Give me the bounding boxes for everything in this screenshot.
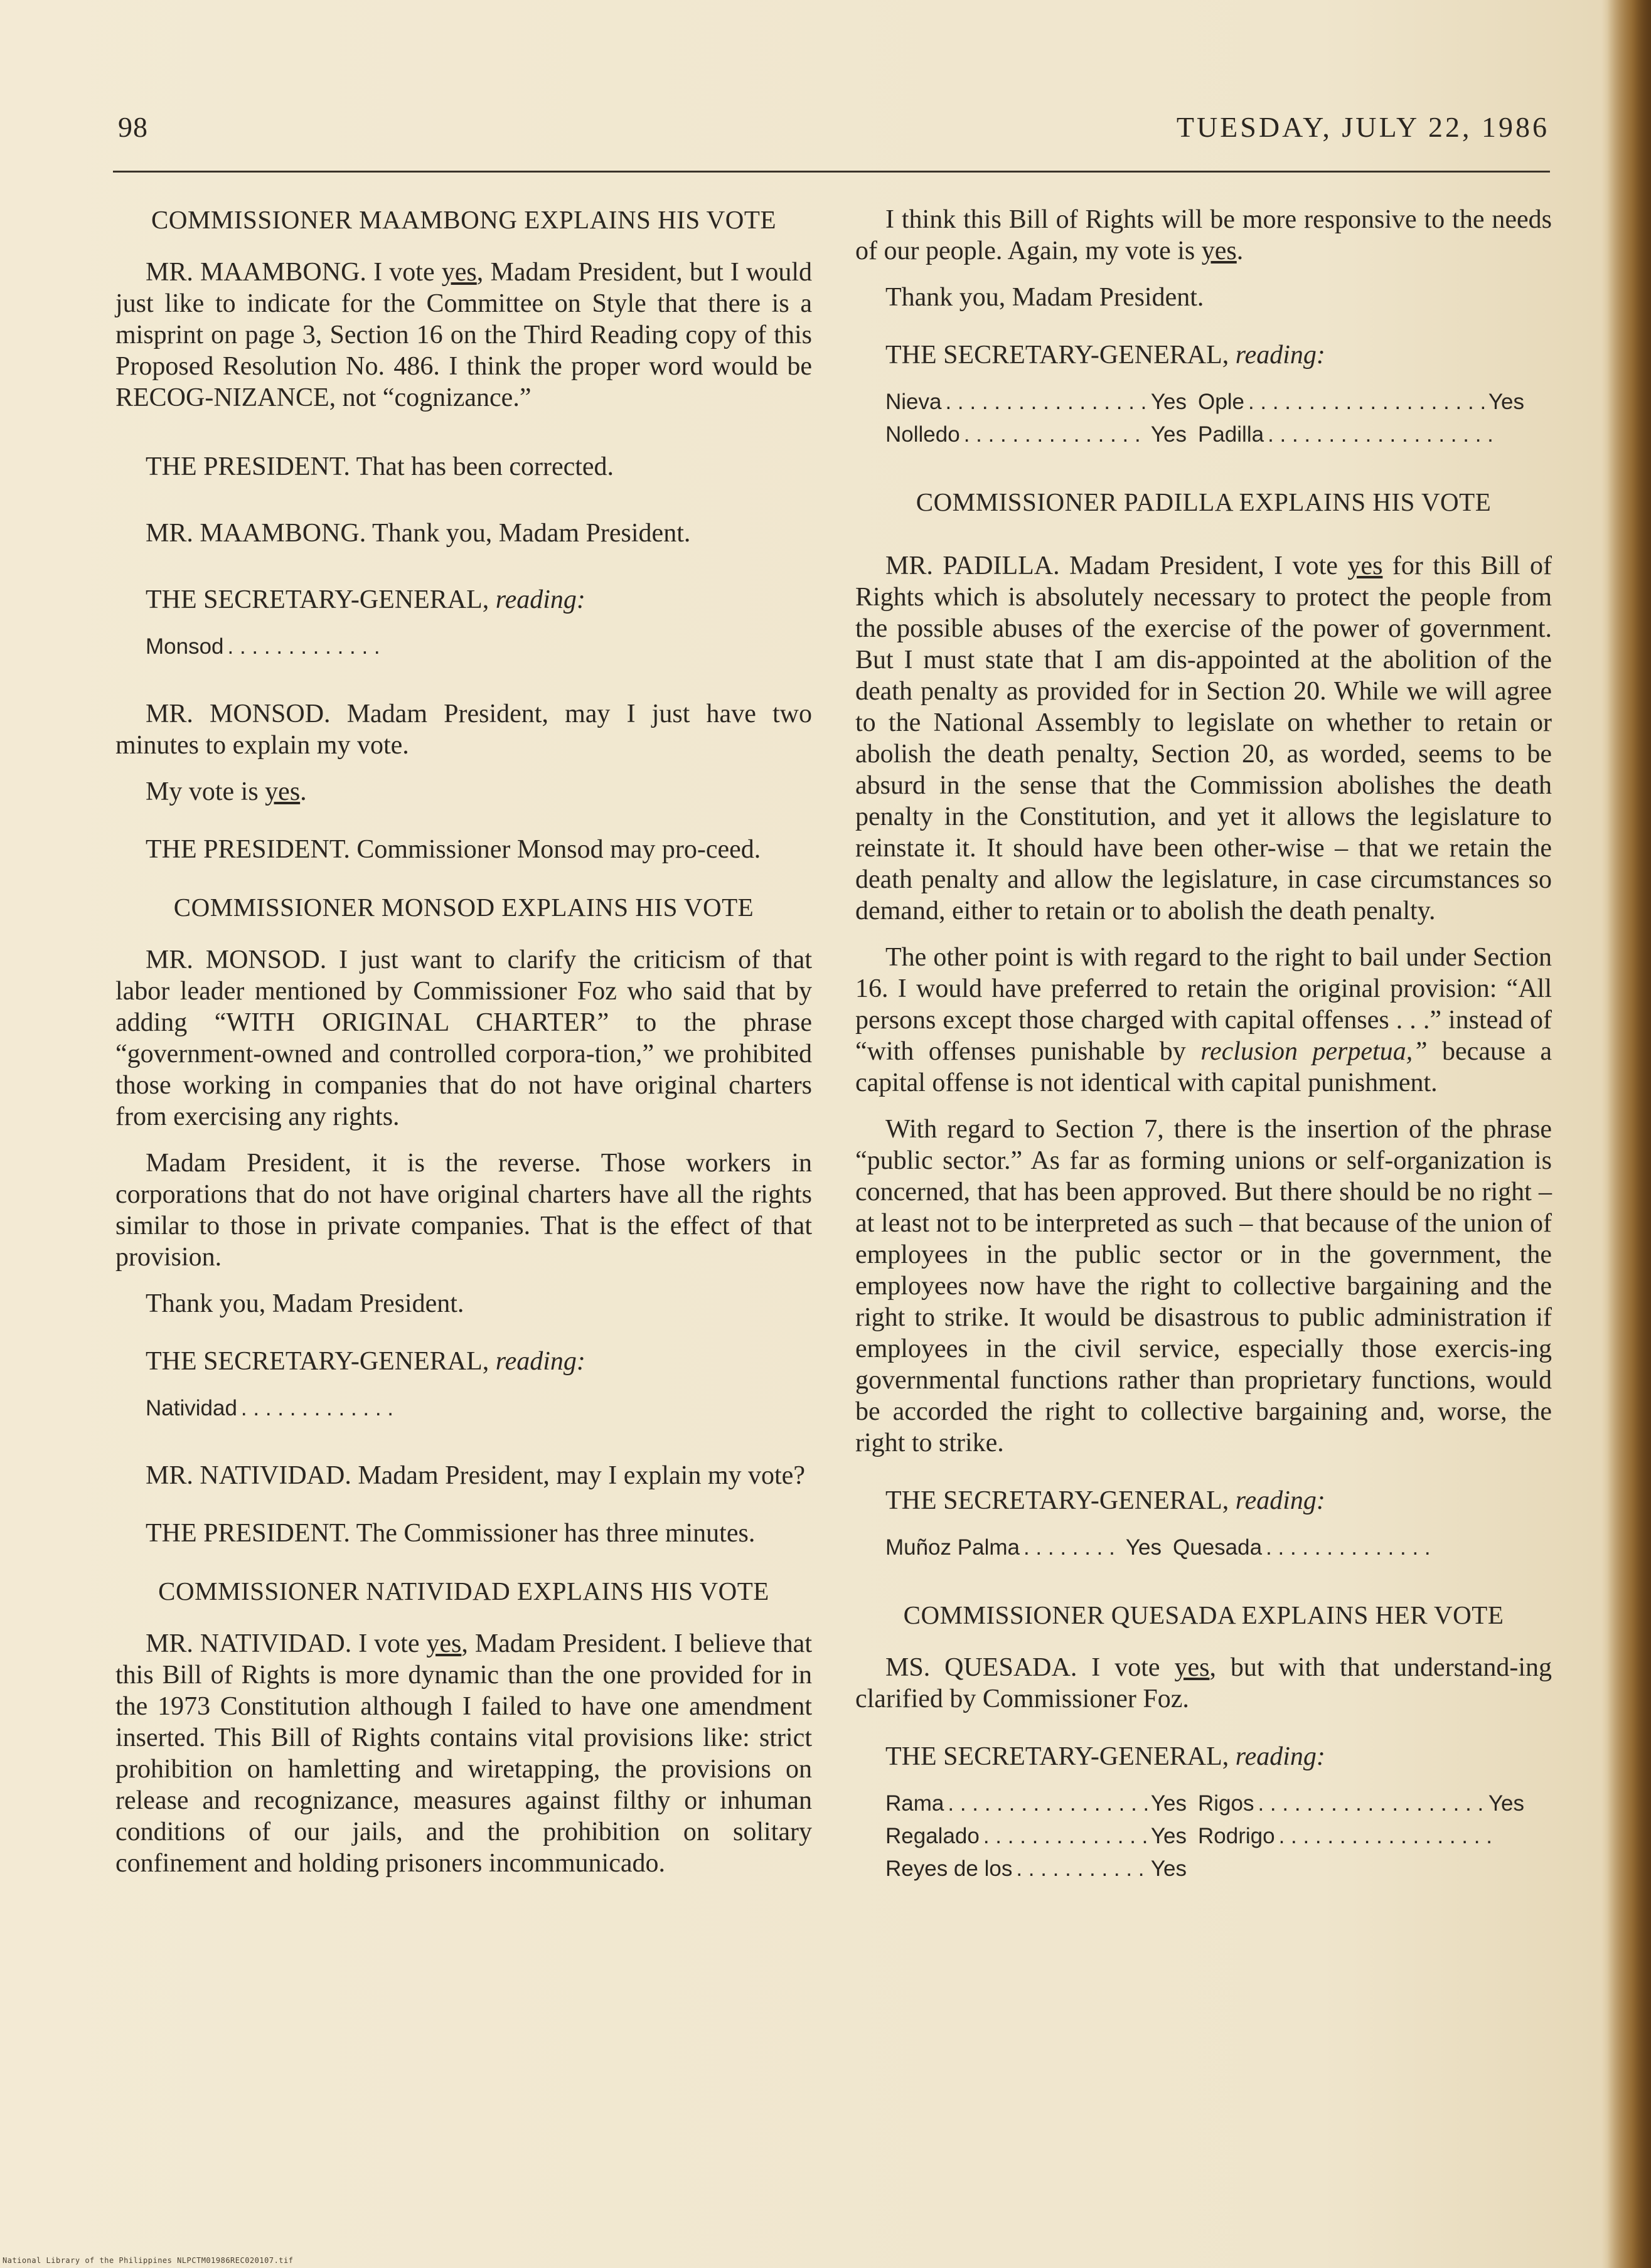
roll-row	[885, 1853, 1552, 1885]
leader-dots	[941, 386, 1146, 418]
paragraph-maambong-vote	[115, 257, 812, 413]
leader-dots	[1264, 418, 1493, 451]
paragraph-natividad-thanks: Thank you, Madam President.	[885, 283, 1204, 312]
underlined-yes: yes	[441, 258, 477, 287]
text-run: MS. QUESADA. I vote	[885, 1653, 1175, 1682]
left-column	[115, 204, 812, 1894]
leader-dots	[1012, 1853, 1147, 1885]
right-column	[855, 204, 1552, 1920]
leader-dots	[1244, 386, 1485, 418]
underlined-yes: yes	[1174, 1653, 1210, 1682]
paragraph-president-minutes: THE PRESIDENT. The Commissioner has three minutes.	[146, 1519, 756, 1548]
roll-name: Regalado	[885, 1824, 980, 1848]
leader-dots	[980, 1820, 1147, 1853]
roll-call-monsod	[146, 631, 812, 663]
paragraph-monsod-explain-2: Madam President, it is the reverse. Those workers in corporations that do not have original charters have all the rights similar to those in private companies. That is the effect of that provision.	[115, 1149, 812, 1272]
roll-row	[885, 386, 1552, 418]
heading-natividad: COMMISSIONER NATIVIDAD EXPLAINS HIS VOTE	[158, 1577, 769, 1605]
secretary-general-label: THE SECRETARY-GENERAL,	[885, 1742, 1229, 1771]
secretary-general-label: THE SECRETARY-GENERAL,	[885, 341, 1229, 370]
page-number: 98	[118, 111, 148, 143]
paragraph-padilla-explain-1	[855, 550, 1552, 927]
reading-label: reading:	[1235, 1486, 1325, 1515]
leader-dots	[237, 1392, 397, 1425]
heading-quesada: COMMISSIONER QUESADA EXPLAINS HER VOTE	[903, 1600, 1504, 1629]
secretary-general-label: THE SECRETARY-GENERAL,	[885, 1486, 1229, 1515]
paragraph-monsod-explain-1: MR. MONSOD. I just want to clarify the criticism of that labor leader mentioned by Commissioner Foz who said that by adding “WITH ORIGINAL CHARTER” to the phrase “government-owned and controlled corpora-tion,” we prohibited those working in companies that do not have original charters from exercising any rights.	[115, 945, 812, 1131]
paragraph-padilla-explain-3: With regard to Section 7, there is the insertion of the phrase “public sector.” As far as forming unions or self-organization is concerned, that has been approved. But there should be no right – at least not to be interpreted as such – that because of the union of employees in the public sector or in the government, the employees now have the right to collective bargaining and the right to strike. It would be disastrous to public administration if employees in the civil service, especially those exercis-ing governmental functions rather than proprietary functions, would be accorded the right to collective bargaining and, worse, the right to strike.	[855, 1115, 1552, 1457]
underlined-yes: yes	[1347, 551, 1383, 580]
paragraph-quesada-explain	[855, 1652, 1552, 1715]
roll-name: Rodrigo	[1198, 1824, 1275, 1848]
leader-dots	[944, 1787, 1147, 1820]
paragraph-natividad-request: MR. NATIVIDAD. Madam President, may I explain my vote?	[146, 1461, 805, 1490]
paragraph-natividad-continued	[855, 204, 1552, 267]
secretary-general-reading	[146, 584, 812, 615]
text-run: for this Bill of Rights which is absolutely necessary to protect the people from the possible abuses of the exercise of the power of government. But I must state that I am dis-appointed at the abolition of the death penalty as provided for in Section 20. While we will agree to the National Assembly to legislate on whether to retain or abolish the death penalty, Section 20, as worded, seems to be absurd in the sense that the Commission abolishes the death penalty in the Constitution, and yet it allows the legislature to reinstate it. It should have been other-wise – that we retain the death penalty and allow the legislature, in case circumstances so demand, either to retain or to abolish the death penalty.	[855, 551, 1552, 925]
roll-name: Rama	[885, 1791, 944, 1816]
leader-dots	[1275, 1820, 1493, 1853]
secretary-general-reading	[146, 1346, 812, 1377]
paragraph-monsod-thanks: Thank you, Madam President.	[146, 1289, 464, 1318]
text-run: MR. PADILLA. Madam President, I vote	[885, 551, 1348, 580]
roll-row	[885, 1820, 1552, 1853]
roll-call-nieva-padilla	[885, 386, 1552, 451]
secretary-general-label: THE SECRETARY-GENERAL,	[146, 1347, 489, 1376]
italic-latin-term: reclusion perpetua,”	[1200, 1037, 1428, 1066]
paragraph-president-proceed: THE PRESIDENT. Commissioner Monsod may pro-ceed.	[146, 835, 761, 864]
text-run: .	[1236, 237, 1244, 265]
roll-name: Ople	[1198, 390, 1244, 414]
underlined-yes: yes	[1201, 237, 1237, 265]
roll-vote: Yes	[1488, 390, 1524, 414]
roll-call-natividad	[146, 1392, 812, 1425]
roll-name: Rigos	[1198, 1791, 1254, 1816]
paragraph-monsod-request: MR. MONSOD. Madam President, may I just have two minutes to explain my vote.	[115, 700, 812, 760]
roll-row	[885, 1531, 1552, 1564]
text-run: MR. MAAMBONG. I vote	[146, 258, 442, 287]
secretary-general-reading	[885, 339, 1552, 371]
header-rule	[113, 171, 1550, 173]
roll-call-munoz-quesada	[885, 1531, 1552, 1564]
page-edge-shadow	[1607, 0, 1651, 2268]
underlined-yes: yes	[426, 1629, 462, 1658]
secretary-general-reading	[885, 1741, 1552, 1772]
roll-vote: Yes	[1488, 1791, 1524, 1816]
paragraph-monsod-vote	[115, 776, 812, 807]
roll-vote: Yes	[1150, 1856, 1187, 1881]
text-run: My vote is	[146, 777, 265, 806]
text-run: MR. NATIVIDAD. I vote	[146, 1629, 427, 1658]
roll-name: Padilla	[1198, 422, 1264, 447]
heading-maambong: COMMISSIONER MAAMBONG EXPLAINS HIS VOTE	[151, 205, 776, 234]
reading-label: reading:	[495, 1347, 585, 1376]
leader-dots	[1262, 1531, 1436, 1564]
leader-dots	[1254, 1787, 1484, 1820]
text-run: , Madam President, but I would just like to indicate for the Committee on Style that there is a misprint on page 3, Section 16 on the Third Reading copy of this Proposed Resolution No. 486. I think the proper word would be RECOG-NIZANCE, not “cognizance.”	[115, 258, 812, 412]
text-run: , but with that understand-ing clarified by Commissioner Foz.	[855, 1653, 1552, 1713]
leader-dots	[960, 418, 1147, 451]
roll-row	[885, 1787, 1552, 1820]
text-run: I think this Bill of Rights will be more responsive to the needs of our people. Again, my vote is	[855, 205, 1552, 265]
roll-name: Monsod	[146, 634, 224, 659]
roll-call-rama-reyes	[885, 1787, 1552, 1885]
page-date: TUESDAY, JULY 22, 1986	[1176, 111, 1549, 143]
roll-vote: Yes	[1150, 1791, 1187, 1816]
roll-name: Natividad	[146, 1396, 237, 1420]
text-run: .	[300, 777, 307, 806]
roll-vote: Yes	[1125, 1535, 1162, 1560]
secretary-general-reading	[885, 1485, 1552, 1516]
scan-footer: National Library of the Philippines NLPCTM01986REC020107.tif	[3, 2256, 294, 2265]
roll-name: Nolledo	[885, 422, 960, 447]
roll-name: Nieva	[885, 390, 942, 414]
heading-padilla: COMMISSIONER PADILLA EXPLAINS HIS VOTE	[916, 487, 1492, 516]
underlined-yes: yes	[265, 777, 301, 806]
paragraph-natividad-explain	[115, 1628, 812, 1879]
paragraph-maambong-thanks: MR. MAAMBONG. Thank you, Madam President.	[146, 519, 691, 548]
reading-label: reading:	[1235, 1742, 1325, 1771]
roll-name: Muñoz Palma	[885, 1535, 1020, 1560]
paragraph-padilla-explain-2	[855, 942, 1552, 1099]
reading-label: reading:	[495, 585, 585, 614]
text-run: , Madam President. I believe that this Bill of Rights is more dynamic than the one provided for in the 1973 Constitution although I failed to have one amendment inserted. This Bill of Rights contains vital provisions like: strict prohibition on hamletting and wiretapping, the provisions on release and recognizance, measures against filthy or inhuman conditions of our jails, and the prohibition on solitary confinement and holding prisoners incommunicado.	[115, 1629, 812, 1878]
text-run: The other point is with regard to the right to bail under Section 16. I would have preferred to retain the original provision: “All persons except those charged with capital offenses . . .” instead of “with offenses punishable by	[855, 943, 1552, 1066]
reading-label: reading:	[1235, 341, 1325, 370]
text-run: because a capital offense is not identical with capital punishment.	[855, 1037, 1552, 1097]
roll-vote: Yes	[1150, 390, 1187, 414]
roll-vote: Yes	[1150, 422, 1187, 447]
roll-name: Reyes de los	[885, 1856, 1013, 1881]
secretary-general-label: THE SECRETARY-GENERAL,	[146, 585, 489, 614]
roll-name: Quesada	[1173, 1535, 1263, 1560]
roll-row	[885, 418, 1552, 451]
leader-dots	[224, 631, 384, 663]
roll-vote: Yes	[1150, 1824, 1187, 1848]
heading-monsod: COMMISSIONER MONSOD EXPLAINS HIS VOTE	[173, 893, 754, 922]
paragraph-president-corrected: THE PRESIDENT. That has been corrected.	[146, 452, 614, 481]
leader-dots	[1020, 1531, 1122, 1564]
